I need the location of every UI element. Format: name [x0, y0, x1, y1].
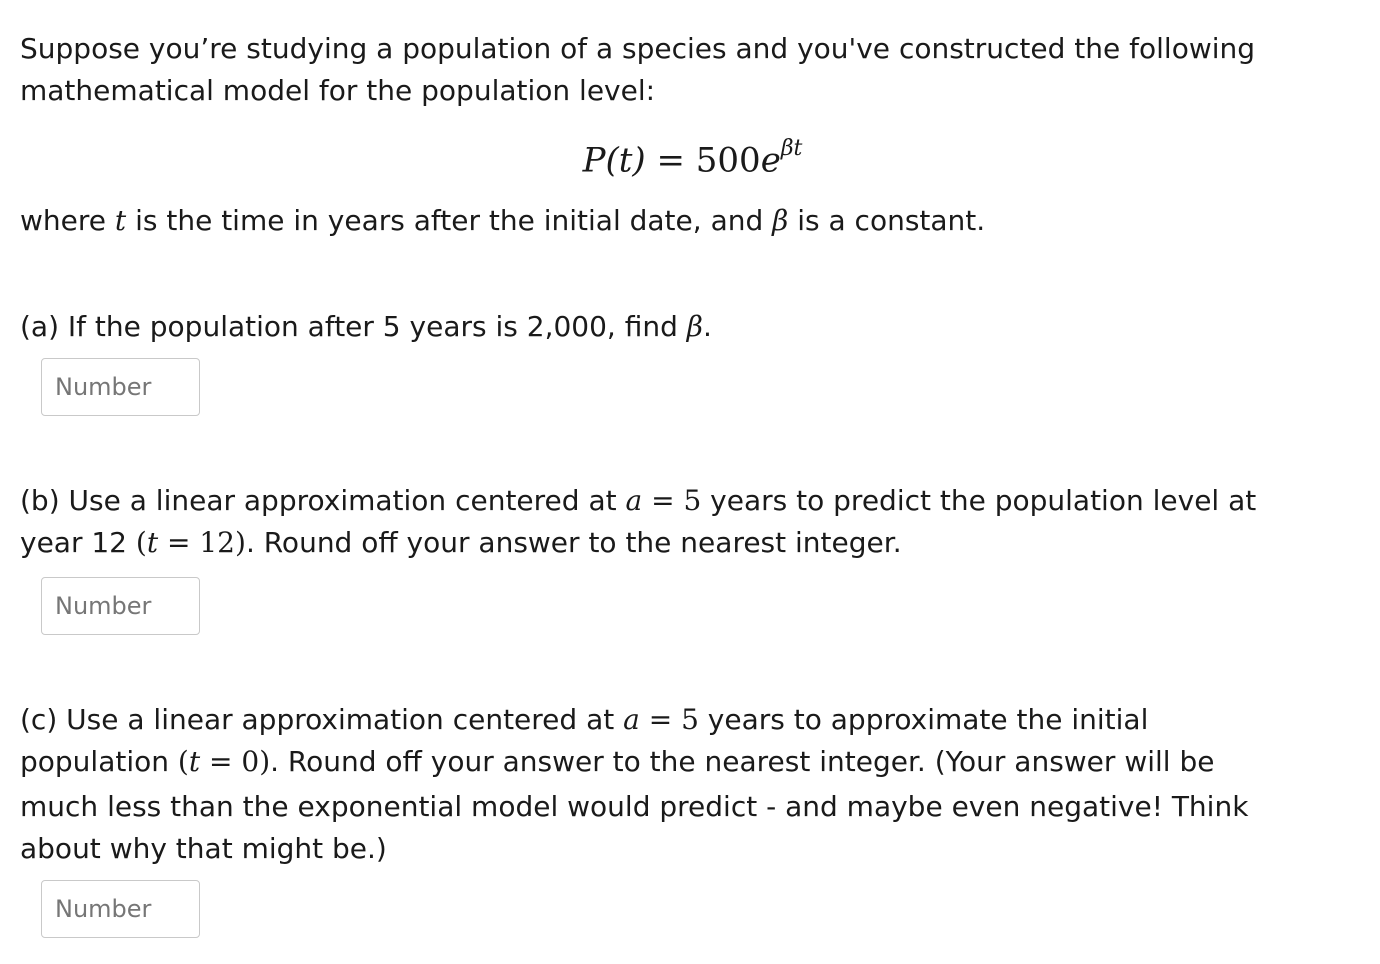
part-a-prompt	[20, 306, 712, 348]
equation-exponent: βt	[780, 136, 803, 161]
part-c-a-value: = 5	[639, 703, 699, 736]
part-b-paren-open: (	[135, 526, 147, 559]
part-c-text-1: (c) Use a linear approximation centered at	[20, 703, 624, 736]
where-text-1: where	[20, 204, 115, 237]
part-c-text-4: . Round off your answer to the nearest integer. (Your answer will be	[270, 745, 1215, 778]
part-c-t-value: = 0	[200, 745, 260, 778]
part-b-prompt-line-2	[20, 522, 902, 564]
part-b-t-var: t	[146, 526, 159, 559]
part-b-text-1: (b) Use a linear approximation centered at	[20, 484, 626, 517]
var-beta: β	[772, 204, 789, 237]
where-text-3: is a constant.	[788, 204, 986, 237]
part-b-t-value: = 12	[158, 526, 235, 559]
part-b-text-2: years to predict the population level at	[701, 484, 1257, 517]
part-a-text: (a) If the population after 5 years is 2,000, find	[20, 310, 687, 343]
where-line	[20, 200, 985, 242]
part-c-paren-close: )	[259, 745, 271, 778]
part-a-beta: β	[686, 310, 703, 343]
where-text-2: is the time in years after the initial date, and	[126, 204, 773, 237]
part-b-a-var: a	[625, 484, 643, 517]
part-c-t-var: t	[188, 745, 201, 778]
equation-lhs: P(t)	[582, 140, 646, 181]
equation-rhs-coefficient: = 500	[645, 140, 761, 181]
part-c-text-3: population	[20, 745, 178, 778]
part-b-text-3: year 12	[20, 526, 136, 559]
part-a-answer-input[interactable]	[41, 358, 200, 416]
part-c-prompt-line-4: about why that might be.)	[20, 832, 387, 865]
part-c-prompt-line-1	[20, 699, 1148, 741]
population-equation	[20, 130, 1365, 183]
part-c-a-var: a	[623, 703, 640, 736]
part-c-prompt-line-2	[20, 741, 1214, 783]
part-c-answer-input[interactable]	[41, 880, 200, 938]
intro-line-1: Suppose you’re studying a population of a species and you've constructed the following	[20, 32, 1256, 65]
part-b-paren-close: )	[235, 526, 246, 559]
part-c-text-2: years to approximate the initial	[698, 703, 1149, 736]
part-b-a-value: = 5	[642, 484, 702, 517]
part-b-prompt-line-1	[20, 480, 1256, 522]
part-a-period: .	[702, 310, 712, 343]
part-b-answer-input[interactable]	[41, 577, 200, 635]
part-c-prompt-line-3: much less than the exponential model would predict - and maybe even negative! Think	[20, 790, 1249, 823]
intro-line-2: mathematical model for the population level:	[20, 74, 656, 107]
part-c-paren-open: (	[177, 745, 189, 778]
equation-base-e: e	[760, 140, 781, 181]
part-b-text-4: . Round off your answer to the nearest integer.	[245, 526, 902, 559]
var-t: t	[114, 204, 127, 237]
